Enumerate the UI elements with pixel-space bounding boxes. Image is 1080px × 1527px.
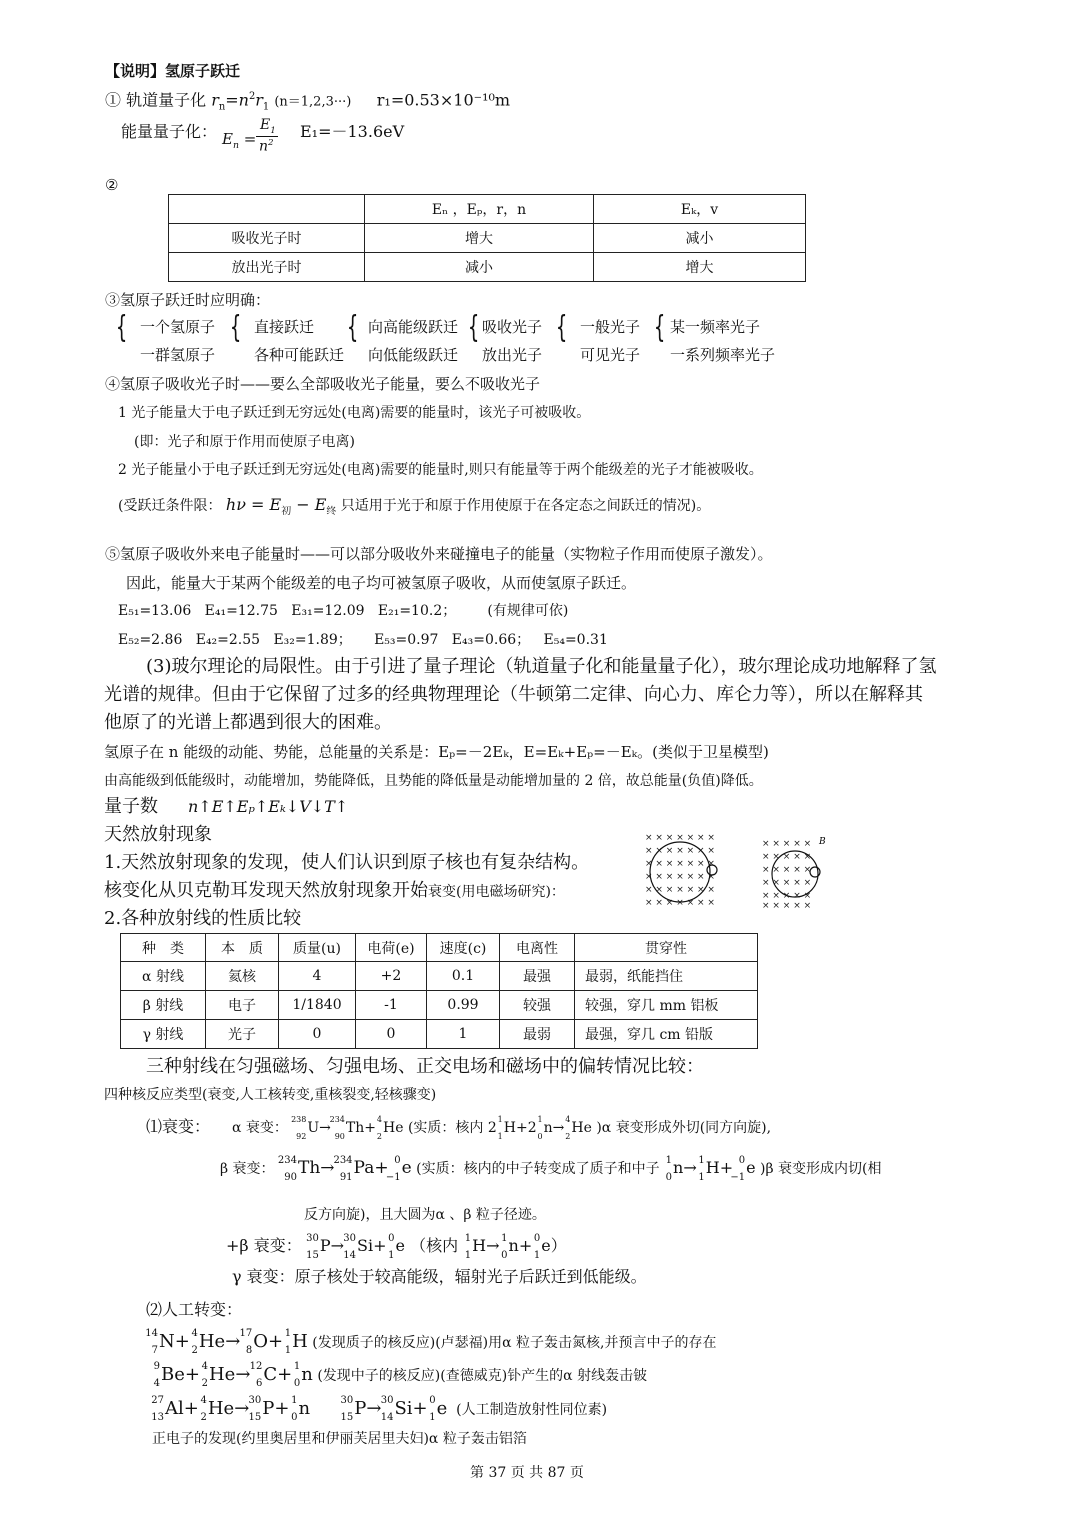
section4-line4-prefix: (受跃迁条件限： — [118, 498, 222, 514]
section4-line4-suffix: 只适用于光于和原于作用使原于在各定态之间跃迁的情况)。 — [340, 498, 711, 514]
svg-text:× × × × × × ×: × × × × × × × — [645, 846, 715, 856]
gamma-decay: γ 衰变：原子核处于较高能级，辐射光子后跃迁到低能级。 — [232, 1267, 647, 1286]
table-header: 贯穿性 — [575, 934, 758, 962]
brace-icon: { — [115, 310, 128, 345]
section3-label: ③氢原子跃迁时应明确： — [105, 291, 271, 309]
svg-text:× × × × ×: × × × × × — [762, 839, 812, 849]
table-cell: 吸收光子时 — [169, 224, 365, 253]
table-header: 电离性 — [500, 934, 575, 962]
energy-value: E₂₁=10.2； — [377, 603, 457, 619]
section4-line3: 2 光子能量小于电子跃迁到无穷远处(电离)需要的能量时,则只有能量等于两个能级差的光子才能被吸收。 — [118, 462, 763, 478]
energy-note: (有规律可依) — [487, 603, 569, 619]
alpha-decay-line: α 衰变： 238 92 U→ 234 90 Th+ 4 2 He (实质：核内 2 1 1 H+2 1 0 n→ 4 2 He )α 衰变形成外切(同方向旋), — [232, 1115, 772, 1141]
table-cell: 最强，穿几 cm 铅版 — [575, 1020, 758, 1049]
table-cell: 减小 — [365, 253, 594, 282]
energy-value: E₄₂=2.55 — [195, 632, 261, 648]
table-cell: 0 — [279, 1020, 356, 1049]
pair-group — [112, 310, 131, 345]
table-cell: α 射线 — [121, 962, 206, 991]
orbit-n-note: (n＝1,2,3···) — [274, 94, 352, 110]
energy-formula: $E_n$ = $E_1$ $n^2$ — [222, 117, 282, 159]
quantum-number-expr: n↑E↑Eₚ↑Eₖ↓V↓T↑ — [188, 797, 349, 816]
table-cell: 1 — [427, 1020, 500, 1049]
table-cell: 增大 — [594, 253, 806, 282]
svg-text:× × × × ×: × × × × × — [762, 878, 812, 888]
section5-label: ⑤氢原子吸收外来电子能量时——可以部分吸收外来碰撞电子的能量（实物粒子作用而使原子激发）。 — [105, 545, 773, 563]
table-cell: 较强，穿几 mm 铝板 — [575, 991, 758, 1020]
svg-text:× × × × ×: × × × × × — [762, 901, 812, 911]
table-cell: 增大 — [365, 224, 594, 253]
table-cell: 减小 — [594, 224, 806, 253]
table-header: 质量(u) — [279, 934, 356, 962]
svg-text:× × × × × × ×: × × × × × × × — [645, 885, 715, 895]
radio-line1: 1.天然放射现象的发现，使人们认识到原子核也有复杂结构。 — [104, 852, 590, 873]
energy-value: E₅₃=0.97 — [374, 632, 439, 648]
table-cell: 0 — [356, 1020, 427, 1049]
doc-title: 【说明】氢原子跃迁 — [105, 62, 241, 80]
pair-group — [464, 310, 483, 345]
level-drop-note: 由高能级到低能级时，动能增加，势能降低，且势能的降低量是动能增加量的 2 倍，故总能量(负值)降低。 — [104, 773, 763, 789]
pair-item: 向高能级跃迁 — [368, 318, 459, 336]
orbit-quantization: ① 轨道量子化 $r_n=n^2r_1$ (n＝1,2,3···) r₁=0.53×10⁻¹⁰m — [105, 90, 511, 113]
energy-row2 — [118, 630, 608, 650]
pair-item: 一个氢原子 — [140, 318, 216, 336]
energy-quantization-label: 能量量子化： — [121, 122, 218, 141]
reaction-3: 27 13 Al+ 4 2 He→ 30 15 P+ 1 0 n 30 15 P→ 30 14 Si+ 0 1 e (人工制造放射性同位素) — [151, 1395, 608, 1423]
table-row — [121, 991, 758, 1020]
energy-value: E₄₃=0.66； — [451, 632, 531, 648]
energy-row1 — [118, 601, 568, 621]
orbit-label: ① 轨道量子化 — [105, 90, 207, 110]
pair-item: 某一频率光子 — [670, 318, 761, 336]
table-cell: 0.99 — [427, 991, 500, 1020]
pair-item: 各种可能跃迁 — [254, 346, 345, 364]
beta-decay-cont: 反方向旋)，且大圆为α 、β 粒子径迹。 — [304, 1207, 546, 1223]
table-cell: 最强 — [500, 962, 575, 991]
radio-line2-note: 衰变(用电磁场研究)： — [428, 884, 565, 900]
brace-icon: { — [229, 310, 242, 345]
radio-title: 天然放射现象 — [104, 824, 212, 845]
section4-line2: (即：光子和原于作用而使原子电离) — [134, 434, 355, 450]
beta-decay-note: (实质：核内的中子转变成了质子和中子 — [416, 1161, 660, 1177]
quantum-number-label: 量子数 — [104, 796, 158, 817]
alpha-decay-tail: )α 衰变形成外切(同方向旋), — [596, 1120, 772, 1136]
pair-item: 一系列频率光子 — [670, 346, 776, 364]
beta-decay-label: β 衰变： — [220, 1161, 275, 1177]
radiation-table — [120, 933, 758, 1049]
table-cell: 4 — [279, 962, 356, 991]
pair-item: 吸收光子 — [482, 318, 543, 336]
r1-value: r₁=0.53×10⁻¹⁰m — [376, 90, 511, 110]
reaction-1: 14 7 N+ 4 2 He→ 17 8 O+ 1 1 H (发现质子的核反应)(卢瑟福)用α 粒子轰击氮核,并预言中子的存在 — [145, 1328, 717, 1356]
positron-decay-line: +β 衰变： 30 15 P→ 30 14 Si+ 0 1 e （核内 1 1 H→ 1 0 n+ 0 1 e） — [226, 1232, 567, 1261]
table-row — [169, 253, 806, 282]
section2-label: ② — [105, 176, 119, 194]
reaction-2-note: (发现中子的核反应)(查德威克)钋产生的α 射线轰击铍 — [317, 1368, 648, 1384]
table-cell: 放出光子时 — [169, 253, 365, 282]
table-cell: β 射线 — [121, 991, 206, 1020]
energy-relation: 氢原子在 n 能级的动能、势能，总能量的关系是：Eₚ=－2Eₖ，E=Eₖ+Eₚ=－Eₖ。(类似于卫星模型) — [104, 743, 769, 761]
section4-line4: (受跃迁条件限： $h\nu = E_初 - E_终$ 只适用于光于和原于作用使原于在各定态之间跃迁的情况)。 — [118, 495, 711, 518]
energy-value: E₃₁=12.09 — [291, 603, 365, 619]
table-header: Eₖ，v — [594, 195, 806, 224]
field-cross-marks-left — [645, 833, 715, 908]
brace-icon: { — [467, 310, 480, 345]
section4-line1: 1 光子能量大于电子跃迁到无穷远处(电离)需要的能量时，该光子可被吸收。 — [118, 405, 591, 421]
table-cell: -1 — [356, 991, 427, 1020]
positron-decay-note: （核内 — [410, 1236, 459, 1255]
table-row — [169, 224, 806, 253]
reaction-3-note: (人工制造放射性同位素) — [456, 1402, 608, 1418]
bohr-para-line1: (3)玻尔理论的局限性。由于引进了量子理论（轨道量子化和能量量子化），玻尔理论成功地解释了氢 — [146, 656, 937, 677]
energy-value: E₅₂=2.86 — [118, 632, 183, 648]
table-header-row — [121, 934, 758, 962]
brace-icon: { — [653, 310, 666, 345]
radio-line2 — [104, 879, 565, 904]
table-header: 本 质 — [206, 934, 279, 962]
artificial-label: ⑵人工转变： — [146, 1300, 243, 1319]
magnetic-field-figure — [640, 828, 840, 912]
deflection-compare: 三种射线在匀强磁场、匀强电场、正交电场和磁场中的偏转情况比较： — [146, 1056, 704, 1077]
table-cell: 氦核 — [206, 962, 279, 991]
table-header: 电荷(e) — [356, 934, 427, 962]
bohr-para-line3: 他原了的光谱上都遇到很大的困难。 — [104, 712, 392, 733]
brace-icon: { — [346, 310, 359, 345]
table-cell: γ 射线 — [121, 1020, 206, 1049]
pair-item: 可见光子 — [580, 346, 641, 364]
alpha-decay-label: α 衰变： — [232, 1120, 288, 1136]
energy-value: E₅₄=0.31 — [543, 632, 608, 648]
svg-text:× × × × ×: × × × × × — [762, 891, 812, 901]
pair-group — [226, 310, 245, 345]
reaction-2: 9 4 Be+ 4 2 He→ 12 6 C+ 1 0 n (发现中子的核反应)(查德威克)钋产生的α 射线轰击铍 — [153, 1361, 648, 1389]
pair-item: 放出光子 — [482, 346, 543, 364]
radio-line2-main: 核变化从贝克勒耳发现天然放射现象开始 — [104, 880, 428, 901]
table-header — [169, 195, 365, 224]
table-cell: 光子 — [206, 1020, 279, 1049]
table-header-row — [169, 195, 806, 224]
reaction-1-note: (发现质子的核反应)(卢瑟福)用α 粒子轰击氮核,并预言中子的存在 — [312, 1335, 717, 1351]
table-row — [121, 1020, 758, 1049]
table-cell: 1/1840 — [279, 991, 356, 1020]
radio-line3: 2.各种放射线的性质比较 — [104, 908, 302, 929]
brace-icon: { — [555, 310, 568, 345]
pair-item: 一群氢原子 — [140, 346, 216, 364]
energy-value: E₅₁=13.06 — [118, 603, 192, 619]
pair-item: 一般光子 — [580, 318, 641, 336]
table-cell: 0.1 — [427, 962, 500, 991]
svg-text:× × × × ×: × × × × × — [762, 865, 812, 875]
beta-decay-tail: )β 衰变形成内切(相 — [760, 1161, 882, 1177]
positron-decay-tail: ） — [550, 1236, 567, 1255]
svg-text:× × × × × × ×: × × × × × × × — [645, 898, 715, 908]
field-cross-marks-right — [762, 839, 811, 911]
transition-table — [168, 194, 806, 282]
reaction-types: 四种核反应类型(衰变,人工核转变,重核裂变,轻核骤变) — [104, 1087, 437, 1103]
section5-line1: 因此，能量大于某两个能级差的电子均可被氢原子吸收，从而使氢原子跃迁。 — [126, 574, 637, 592]
table-header: Eₙ ，Eₚ，r，n — [365, 195, 594, 224]
pair-item: 直接跃迁 — [254, 318, 315, 336]
energy-value: E₄₁=12.75 — [204, 603, 278, 619]
table-cell: +2 — [356, 962, 427, 991]
positron-decay-label: +β 衰变： — [226, 1236, 302, 1255]
svg-text:× × × × × × ×: × × × × × × × — [645, 859, 715, 869]
bohr-para-line2: 光谱的规律。但由于它保留了过多的经典物理理论（牛顿第二定律、向心力、库仑力等），所以在解释其 — [104, 684, 923, 705]
decay-label: ⑴衰变： — [146, 1117, 211, 1136]
pair-group — [552, 310, 571, 345]
page-footer: 第 37 页 共 87 页 — [470, 1465, 584, 1481]
positron-discovery: 正电子的发现(约里奥居里和伊丽芙居里夫妇)α 粒子轰击铝箔 — [152, 1431, 527, 1447]
alpha-decay-note: (实质：核内 — [407, 1120, 484, 1136]
energy-value: E₃₂=1.89； — [273, 632, 352, 648]
field-label-B: B — [819, 837, 826, 847]
pair-group — [343, 310, 362, 345]
table-cell: 电子 — [206, 991, 279, 1020]
table-cell: 较强 — [500, 991, 575, 1020]
E1-value: E₁=－13.6eV — [300, 122, 405, 141]
table-header: 速度(c) — [427, 934, 500, 962]
pair-group — [650, 310, 669, 345]
section4-label: ④氢原子吸收光子时——要么全部吸收光子能量，要么不吸收光子 — [105, 375, 541, 393]
table-row — [121, 962, 758, 991]
table-header: 种 类 — [121, 934, 206, 962]
table-cell: 最弱 — [500, 1020, 575, 1049]
pair-item: 向低能级跃迁 — [368, 346, 459, 364]
svg-text:× × × × × × ×: × × × × × × × — [645, 872, 715, 882]
svg-text:× × × × × × ×: × × × × × × × — [645, 833, 715, 843]
table-cell: 最弱，纸能挡住 — [575, 962, 758, 991]
beta-decay-line: β 衰变： 234 90 Th→ 234 91 Pa+ 0 −1 e (实质：核内的中子转变成了质子和中子 1 0 n→ 1 1 H+ 0 −1 e )β 衰变形成内切(相 — [220, 1154, 882, 1183]
svg-text:× × × × ×: × × × × × — [762, 852, 812, 862]
